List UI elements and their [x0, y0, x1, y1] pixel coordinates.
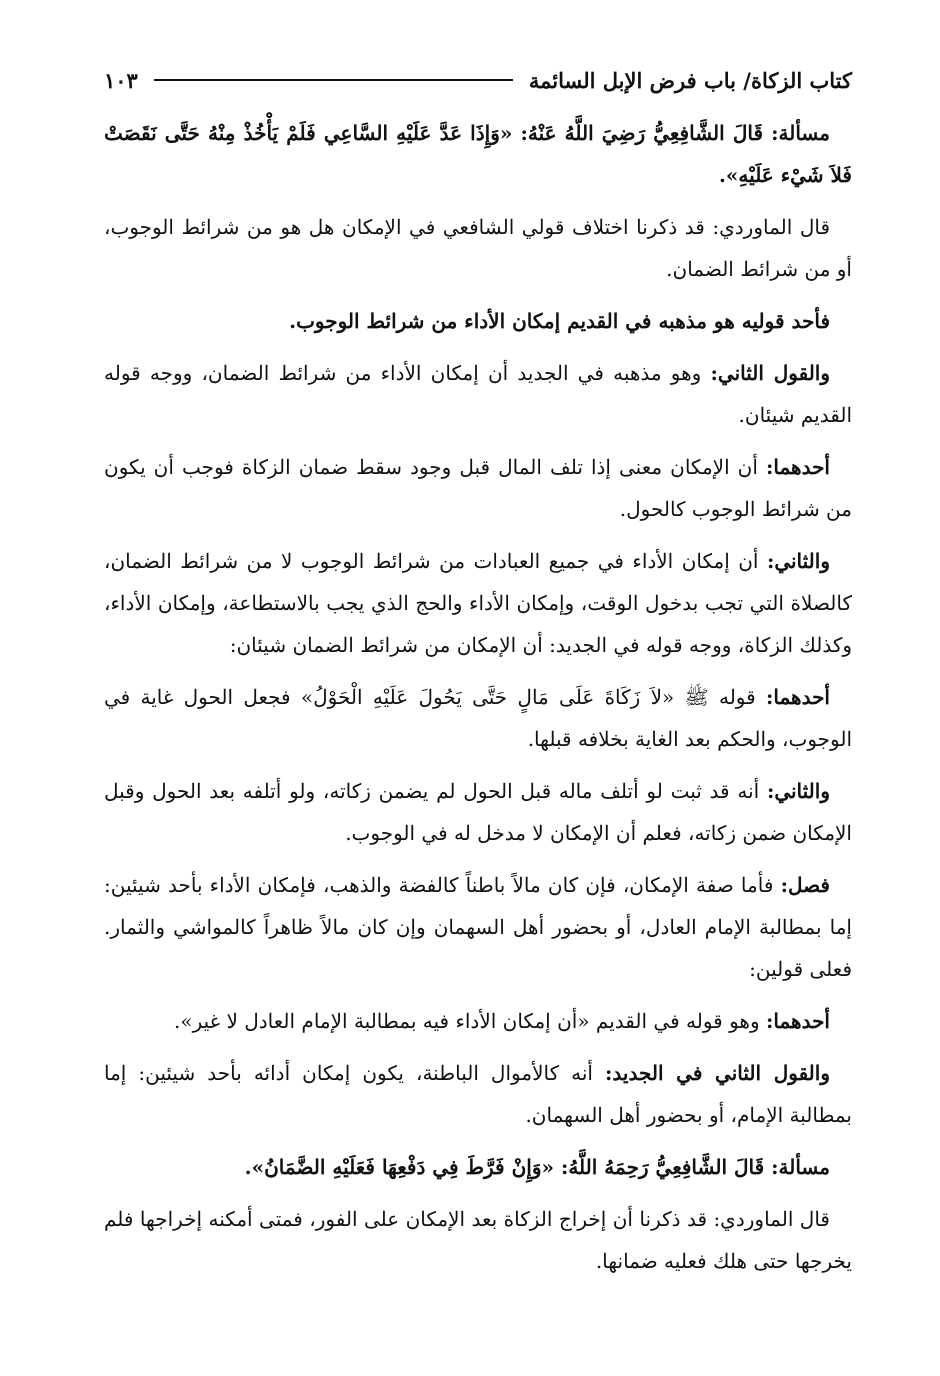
paragraph-lead: فصل: [780, 873, 830, 897]
paragraph-text: أنه قد ثبت لو أتلف ماله قبل الحول لم يضمن زكاته، ولو أتلفه بعد الحول وقبل الإمكان ضمن زكاته، فعلم أن الإمكان لا مدخل له في الوجوب. [104, 779, 852, 845]
paragraph-text: وهو قوله في القديم «أن إمكان الأداء فيه بمطالبة الإمام العادل لا غير». [174, 1009, 766, 1033]
paragraph [104, 446, 852, 530]
paragraph-text: قال الماوردي: قد ذكرنا اختلاف قولي الشافعي في الإمكان هل هو من شرائط الوجوب، أو من شرائط الضمان. [104, 215, 852, 281]
paragraph [104, 206, 852, 290]
paragraph [104, 770, 852, 854]
paragraph-text: قال الماوردي: قد ذكرنا أن إخراج الزكاة بعد الإمكان على الفور، فمتى أمكنه إخراجها فلم يخرجها حتى هلك فعليه ضمانها. [104, 1207, 852, 1273]
page-number: ١٠٣ [104, 67, 138, 93]
paragraph-lead: مسألة: [771, 1155, 830, 1179]
paragraph-text: أن إمكان الأداء في جميع العبادات من شرائط الوجوب لا من شرائط الضمان، كالصلاة التي تجب بدخول الوقت، وإمكان الأداء والحج الذي يجب بالاستطاعة، وإمكان الأداء، وكذلك الزكاة، ووجه قوله في الجديد: أن الإمكان من شرائط الضمان شيئان: [104, 549, 852, 657]
paragraph [104, 1000, 852, 1042]
paragraph [104, 540, 852, 666]
page-header [104, 62, 852, 98]
paragraph-lead: أحدهما: [765, 1009, 830, 1033]
paragraph-text: وهو مذهبه في الجديد أن إمكان الأداء من شرائط الضمان، ووجه قوله القديم شيئان. [104, 361, 852, 427]
paragraph [104, 300, 852, 342]
paragraph [104, 1198, 852, 1282]
paragraph-text: قَالَ الشَّافِعِيُّ رَضِيَ اللَّهُ عَنْهُ: «وَإِذَا عَدَّ عَلَيْهِ السَّاعِي فَلَمْ يَأْخُذْ مِنْهُ حَتَّى نَقَصَتْ فَلاَ شَيْء عَلَيْهِ». [104, 121, 852, 187]
running-title: كتاب الزكاة/ باب فرض الإبل السائمة [528, 67, 852, 93]
body-text [104, 112, 852, 1282]
paragraph-text: قوله ﷺ «لاَ زَكَاةَ عَلَى مَالٍ حَتَّى يَحُولَ عَلَيْهِ الْحَوْلُ» فجعل الحول غاية في الوجوب، والحكم بعد الغاية بخلافه قبلها. [104, 685, 852, 751]
paragraph [104, 352, 852, 436]
paragraph-lead: والقول الثاني: [710, 361, 831, 385]
paragraph-text: فأما صفة الإمكان، فإن كان مالاً باطناً كالفضة والذهب، فإمكان الأداء بأحد شيئين: إما بمطالبة الإمام العادل، أو بحضور أهل السهمان وإن كان مالاً ظاهراً كالمواشي والثمار. فعلى قولين: [104, 873, 852, 981]
header-rule [154, 79, 513, 81]
paragraph [104, 676, 852, 760]
paragraph-text: أن الإمكان معنى إذا تلف المال قبل وجود سقط ضمان الزكاة فوجب أن يكون من شرائط الوجوب كالحول. [104, 455, 852, 521]
paragraph [104, 1052, 852, 1136]
paragraph-lead: أحدهما: [765, 455, 830, 479]
paragraph [104, 864, 852, 990]
paragraph [104, 112, 852, 196]
paragraph-lead: والقول الثاني في الجديد: [605, 1061, 830, 1085]
paragraph-lead: والثاني: [766, 549, 830, 573]
paragraph [104, 1146, 852, 1188]
paragraph-lead: والثاني: [766, 779, 830, 803]
paragraph-text: فأحد قوليه هو مذهبه في القديم إمكان الأداء من شرائط الوجوب. [289, 309, 830, 333]
paragraph-lead: أحدهما: [765, 685, 830, 709]
paragraph-text: قَالَ الشَّافِعِيُّ رَحِمَهُ اللَّهُ: «وَإِنْ فَرَّطَ فِي دَفْعِهَا فَعَلَيْهِ الضَّمَانُ». [244, 1155, 772, 1179]
paragraph-text: أنه كالأموال الباطنة، يكون إمكان أدائه بأحد شيئين: إما بمطالبة الإمام، أو بحضور أهل السهمان. [104, 1061, 852, 1127]
paragraph-lead: مسألة: [771, 121, 830, 145]
